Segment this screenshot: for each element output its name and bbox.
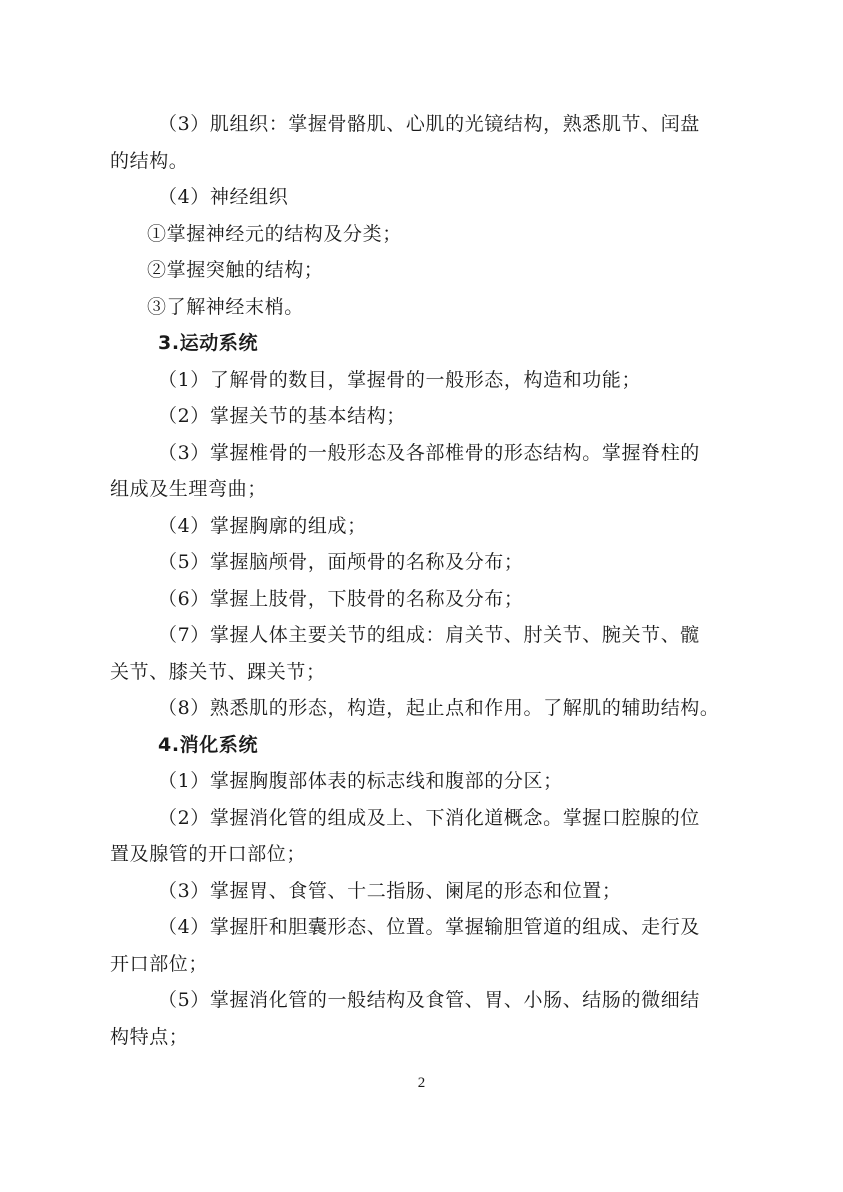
text-line: （3）肌组织：掌握骨骼肌、心肌的光镜结构，熟悉肌节、闰盘 xyxy=(158,113,700,135)
text-line: （4）掌握肝和胆囊形态、位置。掌握输胆管道的组成、走行及 xyxy=(158,916,700,938)
text-line: （5）掌握消化管的一般结构及食管、胃、小肠、结肠的微细结 xyxy=(158,989,700,1011)
text-line: ②掌握突触的结构； xyxy=(147,259,324,281)
text-line: 开口部位； xyxy=(110,952,209,975)
text-line: ①掌握神经元的结构及分类； xyxy=(147,222,402,245)
text-line: 的结构。 xyxy=(110,149,189,172)
page-number: 2 xyxy=(417,1075,426,1091)
text-line: 置及腺管的开口部位； xyxy=(110,843,307,865)
text-line: （7）掌握人体主要关节的组成：肩关节、肘关节、腕关节、髋 xyxy=(158,624,700,646)
text-line: （1）掌握胸腹部体表的标志线和腹部的分区； xyxy=(158,770,563,792)
text-line: （3）掌握椎骨的一般形态及各部椎骨的形态结构。掌握脊柱的 xyxy=(158,441,700,464)
section-heading: 4.消化系统 xyxy=(158,733,259,756)
text-line: （5）掌握脑颅骨，面颅骨的名称及分布； xyxy=(158,551,524,573)
text-line: （3）掌握胃、食管、十二指肠、阑尾的形态和位置； xyxy=(158,879,622,902)
text-line: （2）掌握消化管的组成及上、下消化道概念。掌握口腔腺的位 xyxy=(158,806,700,829)
text-line: （4）神经组织 xyxy=(158,186,289,208)
text-line: （2）掌握关节的基本结构； xyxy=(158,405,406,427)
text-line: （8）熟悉肌的形态，构造，起止点和作用。了解肌的辅助结构。 xyxy=(158,697,720,719)
page-body xyxy=(110,106,740,1055)
text-line: （1）了解骨的数目，掌握骨的一般形态，构造和功能； xyxy=(158,368,642,391)
text-line: （6）掌握上肢骨，下肢骨的名称及分布； xyxy=(158,587,524,610)
text-line: ③了解神经末梢。 xyxy=(147,295,304,318)
text-line: 组成及生理弯曲； xyxy=(110,478,267,500)
text-line: （4）掌握胸廓的组成； xyxy=(158,514,367,537)
section-heading: 3.运动系统 xyxy=(158,332,259,354)
text-line: 构特点； xyxy=(110,1025,189,1048)
text-line: 关节、膝关节、踝关节； xyxy=(110,660,326,683)
